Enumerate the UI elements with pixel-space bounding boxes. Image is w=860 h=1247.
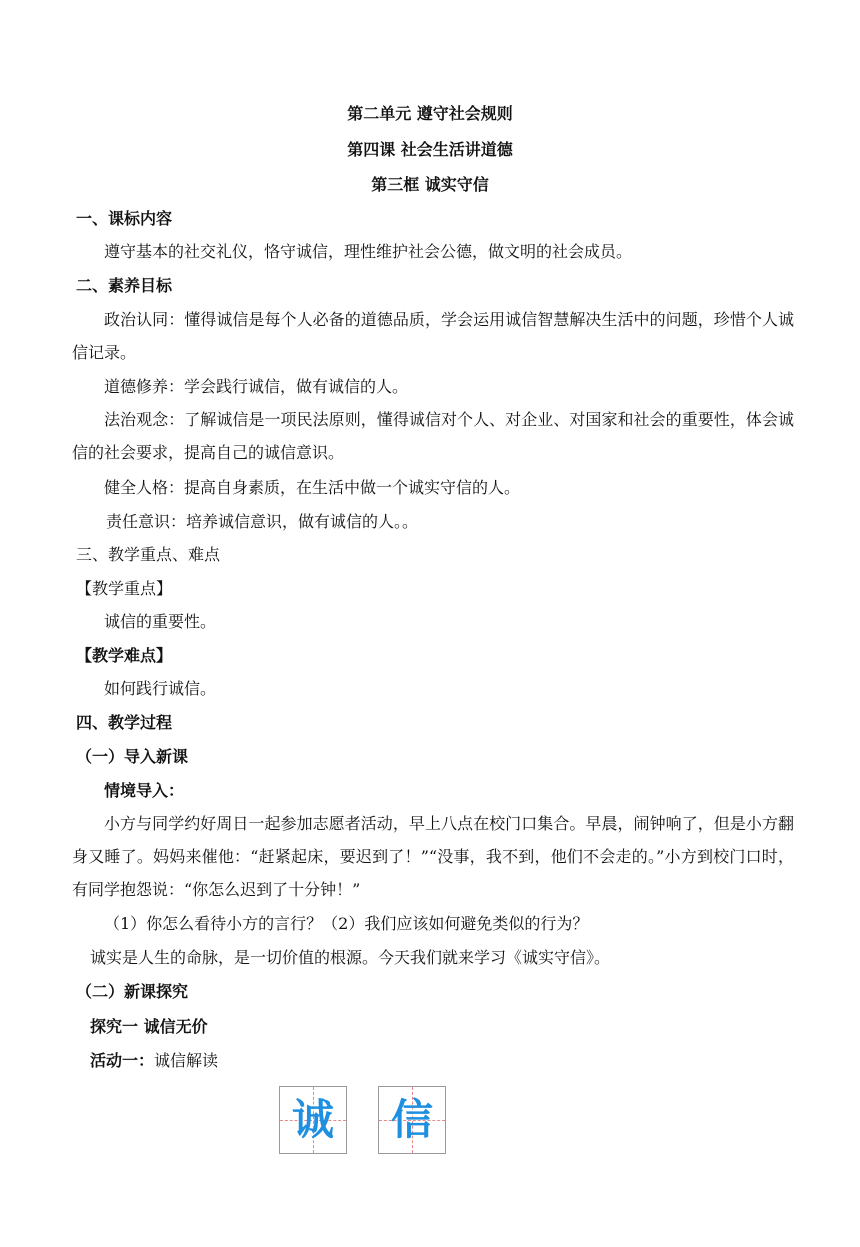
goal-personality: 健全人格：提高自身素质，在生活中做一个诚实守信的人。 [104, 478, 521, 497]
key-point-text: 诚信的重要性。 [104, 612, 217, 631]
section2-heading: 二、素养目标 [76, 276, 173, 295]
intro-subheading: （一）导入新课 [76, 747, 189, 766]
difficulty-label: 【教学难点】 [76, 646, 173, 665]
activity-text: 诚信解读 [154, 1051, 219, 1070]
activity-line [90, 1050, 218, 1072]
section1-body: 遵守基本的社交礼仪，恪守诚信，理性维护社会公德，做文明的社会成员。 [104, 242, 633, 261]
activity-label: 活动一： [90, 1051, 155, 1070]
key-point-label: 【教学重点】 [76, 579, 173, 598]
explore-subheading: （二）新课探究 [76, 982, 189, 1001]
goal-moral: 道德修养：学会践行诚信，做有诚信的人。 [104, 377, 409, 396]
scenario-story: 小方与同学约好周日一起参加志愿者活动，早上八点在校门口集合。早晨，闹钟响了，但是小方翻身又睡了。妈妈来催他：“赶紧起床，要迟到了！”“没事，我不到，他们不会走的。”小方到校门口时，有同学抱怨说：“你怎么迟到了十分钟！” [72, 814, 794, 899]
char-cheng: 诚 [291, 1095, 334, 1144]
frame-title: 第三框 诚实守信 [371, 175, 489, 194]
lesson-title: 第四课 社会生活讲道德 [347, 140, 513, 159]
explore-one-title: 探究一 诚信无价 [90, 1017, 208, 1036]
char-card-xin [378, 1086, 446, 1154]
char-card-cheng [279, 1086, 347, 1154]
section4-heading: 四、教学过程 [76, 713, 173, 732]
goal-law: 法治观念：了解诚信是一项民法原则，懂得诚信对个人、对企业、对国家和社会的重要性，体会诚信的社会要求，提高自己的诚信意识。 [72, 410, 794, 462]
section1-heading: 一、课标内容 [76, 209, 173, 228]
transition-text: 诚实是人生的命脉，是一切价值的根源。今天我们就来学习《诚实守信》。 [90, 948, 611, 967]
scenario-label: 情境导入： [104, 781, 185, 800]
section3-heading: 三、教学重点、难点 [76, 545, 221, 564]
unit-title: 第二单元 遵守社会规则 [347, 104, 513, 123]
discussion-questions: （1）你怎么看待小方的言行？（2）我们应该如何避免类似的行为？ [104, 914, 589, 933]
goal-political: 政治认同：懂得诚信是每个人必备的道德品质，学会运用诚信智慧解决生活中的问题，珍惜个人诚信记录。 [72, 310, 794, 362]
difficulty-text: 如何践行诚信。 [104, 679, 217, 698]
char-xin: 信 [390, 1095, 433, 1144]
goal-responsibility: 责任意识：培养诚信意识，做有诚信的人。。 [106, 512, 419, 531]
